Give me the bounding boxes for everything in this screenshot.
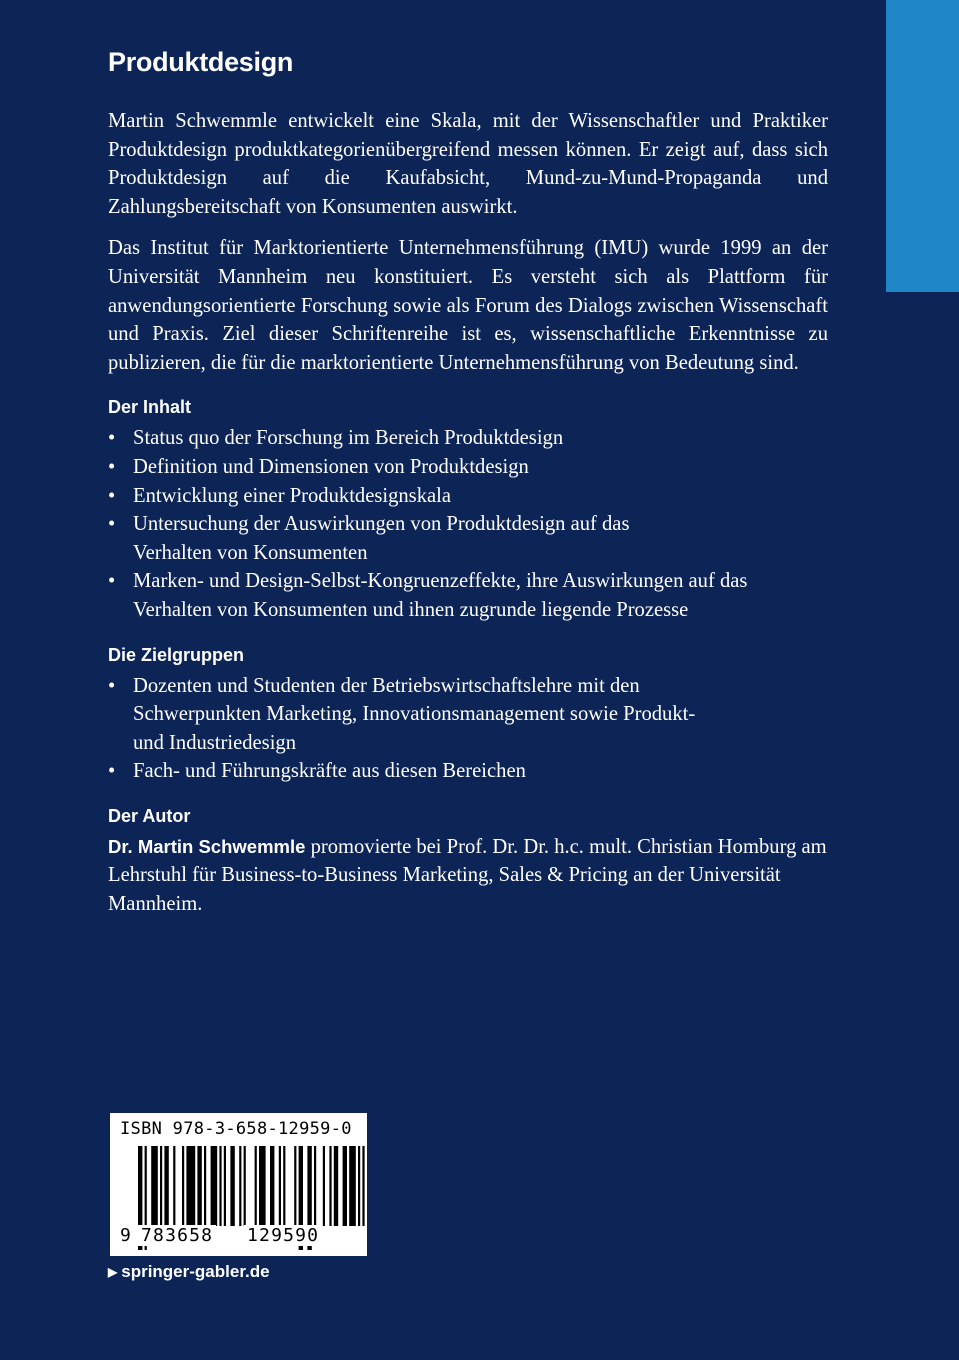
barcode-bar [224,1146,226,1226]
barcode-bar [244,1146,246,1226]
section-heading-zielgruppen: Die Zielgruppen [108,644,245,665]
isbn-barcode [110,1113,367,1256]
barcode-bar [219,1146,221,1226]
list-item: • Fach- und Führungskräfte aus diesen Bereichen [108,757,828,786]
barcode-bar [270,1146,274,1226]
barcode-bar [259,1146,266,1226]
bullet-icon: • [108,674,116,697]
barcode-bar [239,1146,241,1226]
barcode-bar [358,1146,360,1226]
barcode-bar [323,1146,325,1226]
zielgruppen-list [108,672,828,786]
barcode-bar [204,1146,206,1226]
barcode-first-digit: 9 [120,1225,131,1246]
barcode-bar [362,1146,364,1226]
publisher-website-link[interactable] [108,1262,270,1282]
bullet-icon: • [108,455,116,478]
accent-strip [886,0,959,292]
intro-paragraph-1: Martin Schwemmle entwickelt eine Skala, mit der Wissenschaftler und Praktiker Produktdesign produktkategorienübergreifend messen können. Er zeigt auf, dass sich Produktdesign auf die Kaufabsicht, Mund-zu-Mund-Propaganda und Zahlungsbereitschaft von Konsumenten auswirkt. [108,110,828,218]
barcode-bar [314,1146,316,1226]
book-title: Produktdesign [108,47,294,77]
bullet-icon: • [108,427,116,450]
list-item: • Status quo der Forschung im Bereich Produktdesign [108,424,828,453]
inhalt-list [108,424,828,624]
bullet-icon: • [108,513,116,536]
list-item: • Entwicklung einer Produktdesignskala [108,482,828,511]
author-name: Dr. Martin Schwemmle [108,835,306,857]
intro-paragraph-2: Das Institut für Marktorientierte Unternehmensführung (IMU) wurde 1999 an der Universität Mannheim neu konstituiert. Es versteht sich als Plattform für anwendungsorientierte Forschung sowie als Forum des Dialogs zwischen Wissenschaft und Praxis. Ziel dieser Schriftenreihe ist es, wissenschaftliche Erkenntnisse zu publizieren, die für die marktorientierte Unternehmensführung von Bedeutung sind. [108,237,828,374]
barcode-bar [151,1146,158,1226]
list-item: • Definition und Dimensionen von Produktdesign [108,453,828,482]
bullet-icon: • [108,484,116,507]
section-heading-autor: Der Autor [108,805,191,826]
barcode-bar [186,1146,195,1226]
barcode-bar [255,1146,257,1226]
barcode-bar [197,1146,201,1226]
barcode-bar [334,1146,338,1226]
author-bio-text: promovierte bei Prof. Dr. Dr. h.c. mult. Christian Homburg am Lehrstuhl für Business-to-Business Marketing, Sales & Pricing an der Universität Mannheim. [108,835,827,916]
barcode-bar [343,1146,347,1226]
isbn-label: ISBN 978-3-658-12959-0 [120,1119,352,1139]
barcode-bar [160,1146,162,1226]
barcode-right-group: 129590 [244,1225,322,1246]
barcode-bar [164,1146,168,1226]
barcode-digits [110,1225,367,1251]
section-heading-inhalt: Der Inhalt [108,397,192,418]
barcode-bar [230,1146,234,1226]
barcode-bar [279,1146,281,1226]
barcode-bar [211,1146,218,1226]
barcode-bar [349,1146,356,1226]
barcode-bar [294,1146,296,1226]
list-item: • Dozenten und Studenten der Betriebswirtschaftslehre mit den Schwerpunkten Marketing, Innovationsmanagement sowie Produkt- und Industriedesign [108,672,723,758]
barcode-left-group: 783658 [138,1225,216,1246]
website-text: springer-gabler.de [121,1262,270,1281]
play-arrow-icon: ▶ [108,1265,118,1279]
barcode-bar [329,1146,331,1226]
barcode-bar [283,1146,285,1226]
list-item: • Marken- und Design-Selbst-Kongruenzeffekte, ihre Auswirkungen auf das Verhalten von Konsumenten und ihnen zugrunde liegende Prozesse [108,567,828,624]
list-item: • Untersuchung der Auswirkungen von Produktdesign auf das Verhalten von Konsumenten [108,510,653,567]
bullet-icon: • [108,760,116,783]
author-bio [108,833,828,919]
bullet-icon: • [108,570,116,593]
barcode-bar [173,1146,175,1226]
barcode-bar [182,1146,184,1226]
back-cover-content [108,44,828,932]
